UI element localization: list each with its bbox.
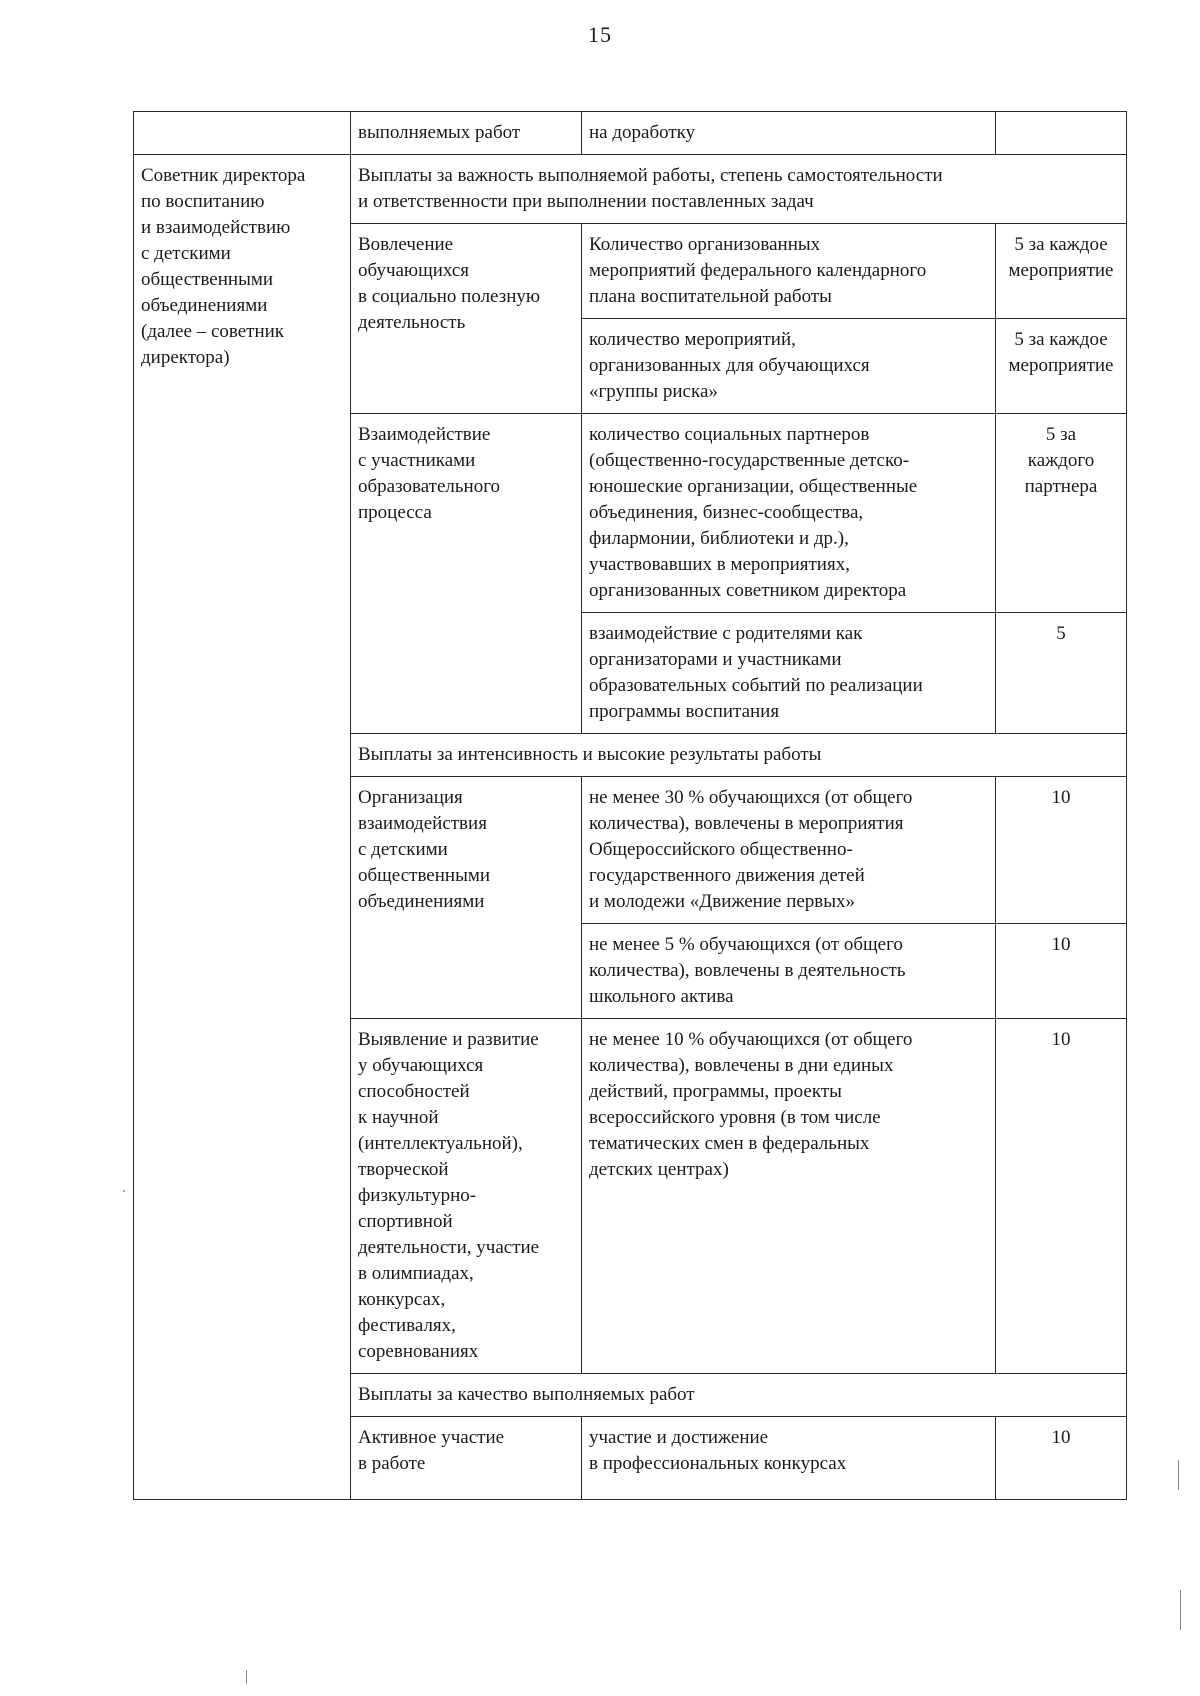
position-cell (134, 112, 351, 155)
criterion-cell: Взаимодействие с участниками образовательного процесса (351, 414, 582, 734)
points-cell: 10 (996, 924, 1127, 1019)
points-cell: 5 за каждого партнера (996, 414, 1127, 613)
position-cell: Советник директора по воспитанию и взаимодействию с детскими общественными объединениями (далее – советник директора) (134, 155, 351, 1500)
indicator-cell: количество мероприятий, организованных для обучающихся «группы риска» (582, 319, 996, 414)
points-cell: 10 (996, 1019, 1127, 1374)
payments-table (133, 111, 1127, 1500)
indicator-cell: не менее 10 % обучающихся (от общего количества), вовлечены в дни единых действий, программы, проекты всероссийского уровня (в том числе тематических смен в федеральных детских центрах) (582, 1019, 996, 1374)
points-cell (996, 112, 1127, 155)
scan-speck (1178, 1460, 1179, 1490)
indicator-cell: Количество организованных мероприятий федерального календарного плана воспитательной работы (582, 224, 996, 319)
section-title: Выплаты за важность выполняемой работы, степень самостоятельности и ответственности при выполнении поставленных задач (351, 155, 1127, 224)
page-number: 15 (588, 22, 612, 47)
indicator-cell: не менее 5 % обучающихся (от общего количества), вовлечены в деятельность школьного актива (582, 924, 996, 1019)
criterion-cell: выполняемых работ (351, 112, 582, 155)
points-cell: 5 за каждое мероприятие (996, 319, 1127, 414)
table-row (134, 112, 1127, 155)
section-title: Выплаты за качество выполняемых работ (351, 1374, 1127, 1417)
criterion-cell: Выявление и развитие у обучающихся способностей к научной (интеллектуальной), творческой физкультурно- спортивной деятельности, участие в олимпиадах, конкурсах, фестивалях, соревнованиях (351, 1019, 582, 1374)
table-row (134, 155, 1127, 224)
indicator-cell: участие и достижение в профессиональных конкурсах (582, 1417, 996, 1500)
points-cell: 5 (996, 613, 1127, 734)
scan-speck (246, 1670, 247, 1684)
indicator-cell: на доработку (582, 112, 996, 155)
criterion-cell: Организация взаимодействия с детскими общественными объединениями (351, 777, 582, 1019)
criterion-cell: Вовлечение обучающихся в социально полезную деятельность (351, 224, 582, 414)
scan-speck (123, 1190, 125, 1192)
indicator-cell: количество социальных партнеров (общественно-государственные детско- юношеские организации, общественные объединения, бизнес-сообщества, филармонии, библиотеки и др.), участвовавших в мероприятиях, организованных советником директора (582, 414, 996, 613)
section-title: Выплаты за интенсивность и высокие результаты работы (351, 734, 1127, 777)
indicator-cell: взаимодействие с родителями как организаторами и участниками образовательных событий по реализации программы воспитания (582, 613, 996, 734)
points-cell: 10 (996, 777, 1127, 924)
points-cell: 5 за каждое мероприятие (996, 224, 1127, 319)
indicator-cell: не менее 30 % обучающихся (от общего количества), вовлечены в мероприятия Общероссийского общественно- государственного движения детей и молодежи «Движение первых» (582, 777, 996, 924)
scan-speck (1180, 1590, 1181, 1630)
criterion-cell: Активное участие в работе (351, 1417, 582, 1500)
points-cell: 10 (996, 1417, 1127, 1500)
